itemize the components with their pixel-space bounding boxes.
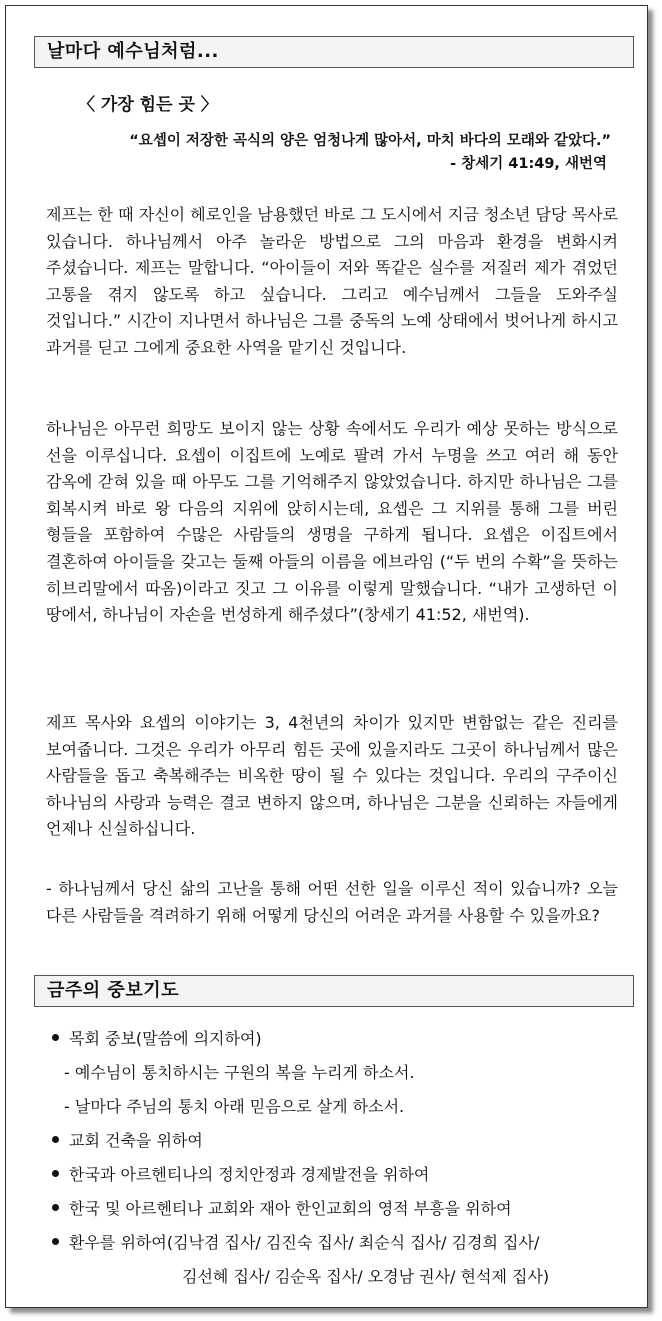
prayer-item [52,1192,632,1226]
scripture-reference: - 창세기 41:49, 새번역 [450,156,607,172]
prayer-subitem [52,1056,632,1090]
paragraph-3: 제프 목사와 요셉의 이야기는 3, 4천년의 차이가 있지만 변함없는 같은 진리를 보여줍니다. 그것은 우리가 아무리 힘든 곳에 있을지라도 그곳이 하나님께서 많은 사람들을 돕고 축복해주는 비옥한 땅이 될 수 있다는 것입니다. 우리의 구주이신 하나님의 사랑과 능력은 결코 변하지 않으며, 하나님은 그분을 신뢰하는 자들에게 언제나 신실하십니다. [46,713,618,839]
prayer-item [52,1226,632,1260]
prayer-section-title [34,975,634,1007]
prayer-item-continuation [52,1260,632,1294]
prayer-item-text: 교회 건축을 위하여 [69,1131,203,1150]
bullet-icon [52,1204,59,1211]
bullet-icon [52,1170,59,1177]
bullet-icon [52,1238,59,1245]
prayer-subitem [52,1090,632,1124]
prayer-item-text: 목회 중보(말씀에 의지하여) [69,1029,262,1048]
prayer-item-text: 김선혜 집사/ 김순옥 집사/ 오경남 권사/ 현석제 집사) [182,1267,550,1286]
prayer-item [52,1158,632,1192]
prayer-item-text: 한국과 아르헨티나의 정치안정과 경제발전을 위하여 [69,1165,430,1184]
reflection-question: - 하나님께서 당신 삶의 고난을 통해 어떤 선한 일을 이루신 적이 있습니까? 오늘 다른 사람들을 격려하기 위해 어떻게 당신의 어려운 과거를 사용할 수 있을까요? [46,879,618,925]
bullet-icon [52,1034,59,1041]
bullet-icon [52,1136,59,1143]
scripture-quote: “요셉이 저장한 곡식의 양은 엄청나게 많아서, 마치 바다의 모래와 같았다.” [129,133,611,149]
prayer-item-text: - 예수님이 통치하시는 구원의 복을 누리게 하소서. [64,1063,415,1082]
section-title-text: 날마다 예수님처럼... [47,41,219,62]
bulletin-page [5,5,648,1308]
devotion-subtitle: 〈 가장 힘든 곳 〉 [78,95,218,115]
paragraph-1: 제프는 한 때 자신이 헤로인을 남용했던 바로 그 도시에서 지금 청소년 담당 목사로 있습니다. 하나님께서 아주 놀라운 방법으로 그의 마음과 환경을 변화시켜 주셨습니다. 제프는 말합니다. “아이들이 저와 똑같은 실수를 저질러 제가 겪었던 고통을 겪지 않도록 하고 싶습니다. 그리고 예수님께서 그들을 도와주실 것입니다.” 시간이 지나면서 하나님은 그를 중독의 노예 상태에서 벗어나게 하시고 과거를 딛고 그에게 중요한 사역을 맡기신 것입니다. [46,205,618,357]
prayer-list [52,1022,632,1294]
prayer-title-text: 금주의 중보기도 [47,980,179,1001]
prayer-item [52,1022,632,1056]
paragraph-2: 하나님은 아무런 희망도 보이지 않는 상황 속에서도 우리가 예상 못하는 방식으로 선을 이루십니다. 요셉이 이집트에 노예로 팔려 가서 누명을 쓰고 여러 해 동안 감옥에 갇혀 있을 때 아무도 그를 기억해주지 않았었습니다. 하지만 하나님은 그를 회복시켜 바로 왕 다음의 지위에 앉히시는데, 요셉은 그 지위를 통해 그를 버린 형들을 포함하여 수많은 사람들의 생명을 구하게 됩니다. 요셉은 이집트에서 결혼하여 아이들을 갖고는 둘째 아들의 이름을 에브라임 (“두 번의 수확”을 뜻하는 히브리말에서 따옴)이라고 짓고 그 이유를 이렇게 말했습니다. “내가 고생하던 이 땅에서, 하나님이 자손을 번성하게 해주셨다”(창세기 41:52, 새번역). [46,419,618,625]
prayer-item-text: 한국 및 아르헨티나 교회와 재아 한인교회의 영적 부흥을 위하여 [69,1199,512,1218]
section-title [34,36,634,68]
prayer-item [52,1124,632,1158]
prayer-item-text: 환우를 위하여(김낙겸 집사/ 김진숙 집사/ 최순식 집사/ 김경희 집사/ [69,1233,540,1252]
prayer-item-text: - 날마다 주님의 통치 아래 믿음으로 살게 하소서. [64,1097,405,1116]
